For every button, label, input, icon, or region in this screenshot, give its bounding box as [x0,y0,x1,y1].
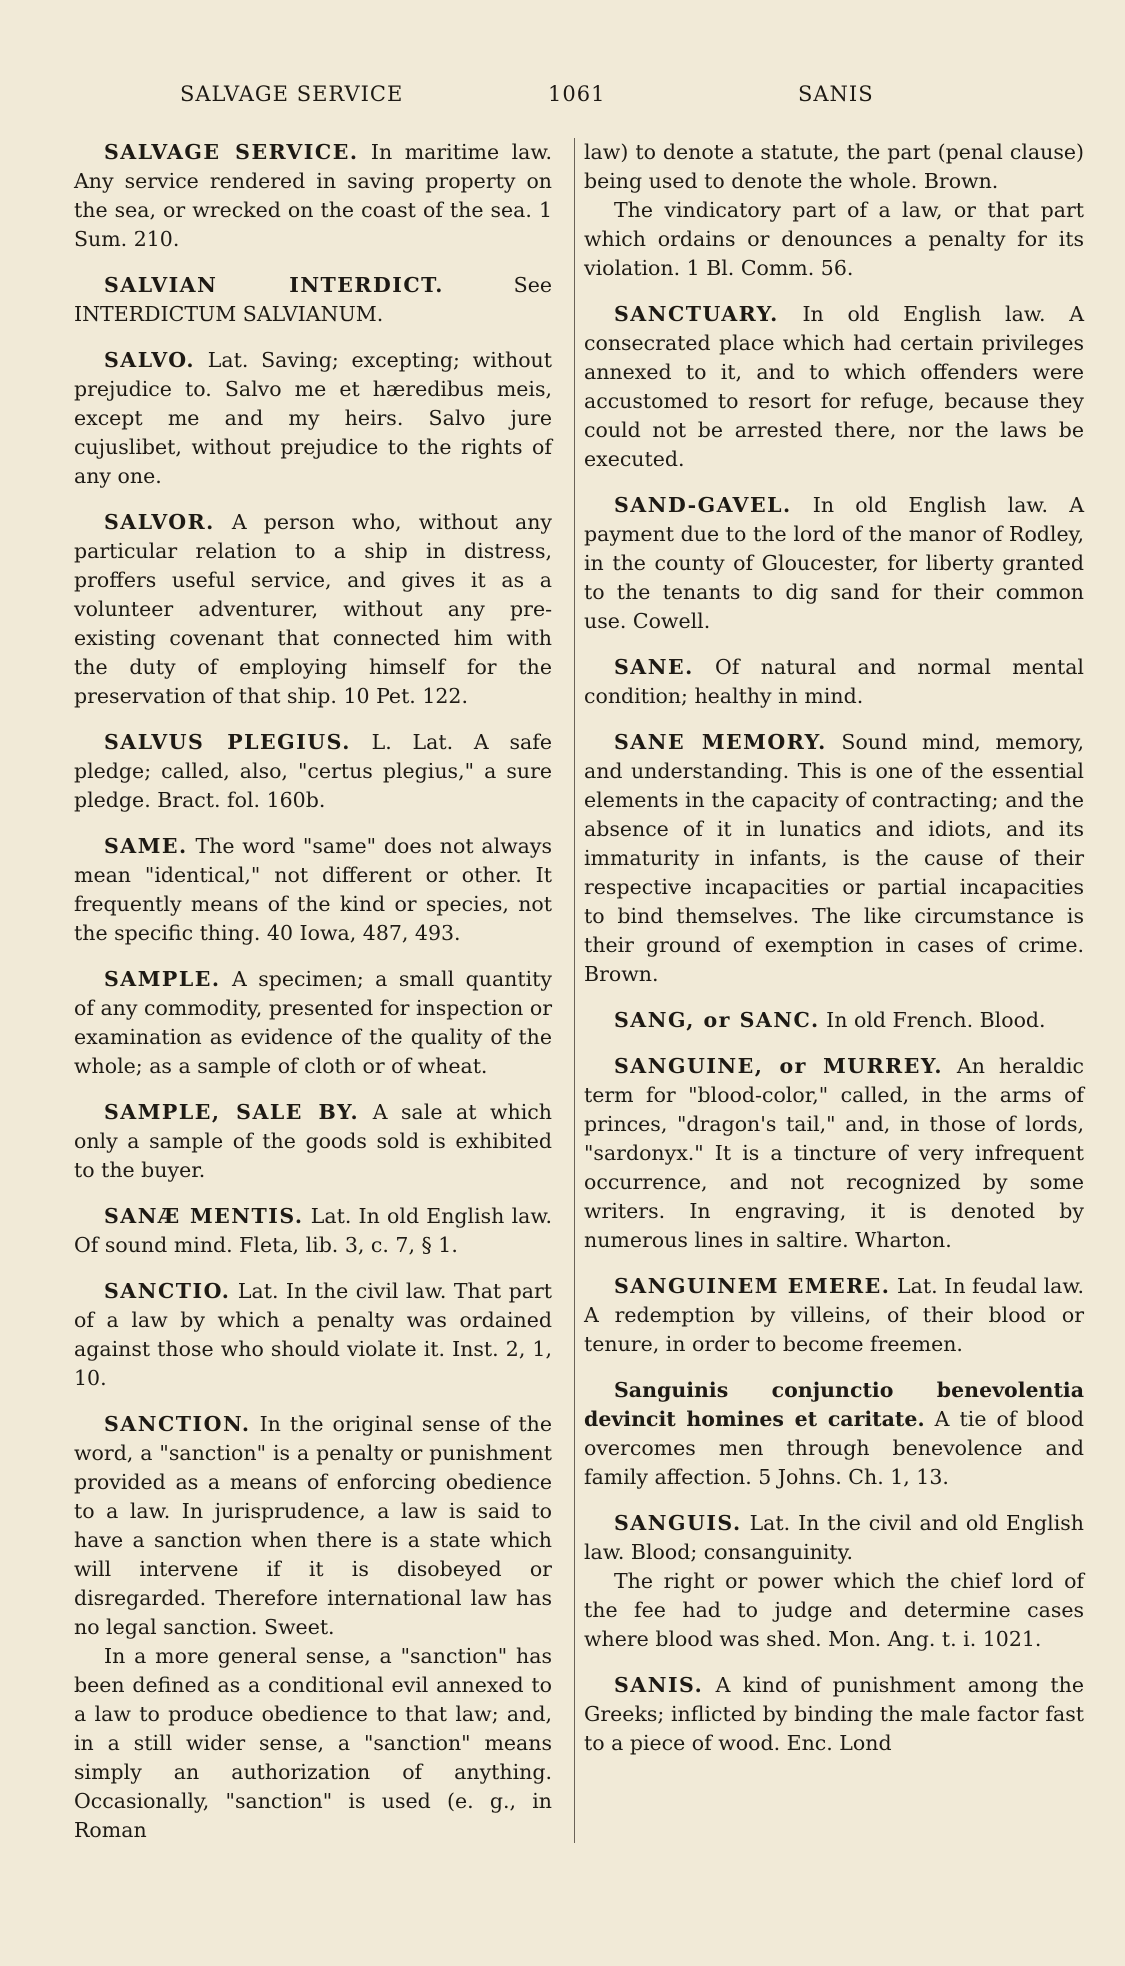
entry-paragraph [584,1509,1084,1567]
entry-paragraph [584,1671,1084,1758]
entry-headword: SANE MEMORY. [614,730,827,754]
running-head-right: SANIS [798,82,874,106]
entry-text: In old English law. A consecrated place which had certain privileges annexed to it, and to which offenders were accustomed to resort for refuge, because they could not be arrested there, nor the laws be executed. [584,302,1084,471]
entry-paragraph [584,300,1084,474]
entry-text: A sale at which only a sample of the goods sold is exhibited to the buyer. [74,1100,552,1182]
entry-headword: SANCTUARY. [614,302,779,326]
entry-text: In old English law. A payment due to the lord of the manor of Rodley, in the county of Gloucester, for liberty granted to the tenants to dig sand for their common use. Cowell. [584,493,1084,633]
entry-headword: SANCTIO. [104,1279,231,1303]
entry-text: Lat. In the civil and old English law. Blood; consanguinity. [584,1511,1084,1564]
entry-paragraph [584,1376,1084,1492]
entry-text: Sound mind, memory, and understanding. This is one of the essential elements in the capacity of contracting; and the absence of it in lunatics and idiots, and its immaturity in infants, is the cause of their respective incapacities or partial incapacities to bind themselves. The like circumstance is their ground of exemption in cases of crime. Brown. [584,730,1084,986]
entry-headword: SALVUS PLEGIUS. [104,730,351,754]
entry-sanction [74,1410,552,1845]
entry-sanguinis-maxim [584,1376,1084,1492]
entry-headword: SAMPLE, SALE BY. [104,1100,360,1124]
entry-headword: SALVO. [104,348,196,372]
entry-text: In the original sense of the word, a "sanction" is a penalty or punishment provided as a means of enforcing obedience to a law. In jurisprudence, a law is said to have a sanction when there is a state which will intervene if it is disobeyed or disregarded. Therefore international law has no legal sanction. Sweet. [74,1412,552,1639]
entry-paragraph [74,1098,552,1185]
entry-text: A specimen; a small quantity of any commodity, presented for inspection or examination as evidence of the quality of the whole; as a sample of cloth or of wheat. [74,967,552,1078]
entry-headword: SAMPLE. [104,967,221,991]
entry-paragraph [74,1410,552,1642]
entry-same [74,832,552,948]
entry-sane-memory [584,728,1084,989]
entry-paragraph-2: In a more general sense, a "sanction" has been defined as a conditional evil annexed to a law to produce obedience to that law; and, in a still wider sense, a "sanction" means simply an authorization of anything. Occasionally, "sanction" is used (e. g., in Roman [74,1644,552,1842]
entry-paragraph [74,965,552,1081]
entry-paragraph [584,1052,1084,1255]
entry-headword: SANGUINE, or MURREY. [614,1054,943,1078]
entry-paragraph-2: The right or power which the chief lord of the fee had to judge and determine cases where blood was shed. Mon. Ang. t. i. 1021. [584,1569,1084,1651]
page-number: 1061 [548,82,606,106]
entry-text: L. Lat. A safe pledge; called, also, "certus plegius," a sure pledge. Bract. fol. 160b. [74,730,552,812]
entry-paragraph [584,653,1084,711]
entry-sane [584,653,1084,711]
entry-text: A kind of punishment among the Greeks; inflicted by binding the male factor fast to a piece of wood. Enc. Lond [584,1673,1084,1755]
entry-sand-gavel [584,491,1084,636]
entry-text: The word "same" does not always mean "identical," not different or other. It frequently means of the kind or species, not the specific thing. 40 Iowa, 487, 493. [74,834,552,945]
entry-paragraph [74,346,552,491]
entry-headword: SAME. [104,834,188,858]
entry-paragraph [584,1006,1084,1035]
entry-paragraph [74,271,552,329]
entry-sanguine [584,1052,1084,1255]
running-head-left: SALVAGE SERVICE [180,82,404,106]
entry-headword: SANGUINEM EMERE. [614,1274,891,1298]
entry-text: In maritime law. Any service rendered in saving property on the sea, or wrecked on the coast of the sea. 1 Sum. 210. [74,140,552,251]
entry-sanction-continued [584,138,1084,283]
entry-text: Lat. In the civil law. That part of a law by which a penalty was ordained against those who should violate it. Inst. 2, 1, 10. [74,1279,552,1390]
entry-salvus-plegius [74,728,552,815]
entry-text: A person who, without any particular relation to a ship in distress, proffers useful service, and gives it as a volunteer adventurer, without any pre-existing covenant that connected him with the duty of employing himself for the preservation of that ship. 10 Pet. 122. [74,510,552,708]
running-head [0,82,1125,112]
entry-text: An heraldic term for "blood-color," called, in the arms of princes, "dragon's tail," and, in those of lords, "sardonyx." It is a tincture of very infrequent occurrence, and not recognized by some writers. In engraving, it is denoted by numerous lines in saltire. Wharton. [584,1054,1084,1252]
entry-sample [74,965,552,1081]
entry-headword: SANCTION. [104,1412,251,1436]
entry-text: Lat. In old English law. Of sound mind. Fleta, lib. 3, c. 7, § 1. [74,1204,552,1257]
entry-text: A tie of blood overcomes men through benevolence and family affection. 5 Johns. Ch. 1, 13. [584,1407,1084,1489]
entry-headword: SANÆ MENTIS. [104,1204,304,1228]
entry-headword: SALVOR. [104,510,215,534]
entry-sanis [584,1671,1084,1758]
entry-text: Of natural and normal mental condition; healthy in mind. [584,655,1084,708]
entry-sanae-mentis [74,1202,552,1260]
entry-headword: SANIS. [614,1673,704,1697]
entry-salvo [74,346,552,491]
entry-sanctuary [584,300,1084,474]
entry-headword: SALVAGE SERVICE. [104,140,359,164]
entry-sample-sale-by [74,1098,552,1185]
entry-paragraph [584,491,1084,636]
entry-paragraph [74,138,552,254]
entry-paragraph [74,728,552,815]
right-column [584,138,1084,1775]
entry-paragraph [74,1277,552,1393]
entry-paragraph [74,832,552,948]
maxim-text: Sanguinis conjunctio benevolentia devincit homines et caritate. [584,1378,1084,1431]
entry-text: See INTERDICTUM SALVIANUM. [74,273,552,326]
entry-sanguis [584,1509,1084,1654]
entry-text: Lat. Saving; excepting; without prejudice to. Salvo me et hæredibus meis, except me and my heirs. Salvo jure cujuslibet, without prejudice to the rights of any one. [74,348,552,488]
left-column [74,138,552,1862]
entry-headword: SANE. [614,655,694,679]
entry-headword: SANG, or SANC. [614,1008,820,1032]
entry-salvor [74,508,552,711]
entry-text: Lat. In feudal law. A redemption by villeins, of their blood or tenure, in order to become freemen. [584,1274,1084,1356]
entry-headword: SANGUIS. [614,1511,742,1535]
entry-salvian-interdict [74,271,552,329]
entry-paragraph [584,728,1084,989]
entry-paragraph-2: The vindicatory part of a law, or that part which ordains or denounces a penalty for its violation. 1 Bl. Comm. 56. [584,198,1084,280]
entry-paragraph [74,1202,552,1260]
entry-sang [584,1006,1084,1035]
entry-paragraph [584,1272,1084,1359]
entry-sanctio [74,1277,552,1393]
column-divider [574,138,575,1843]
entry-sanguinem-emere [584,1272,1084,1359]
entry-continuation: law) to denote a statute, the part (penal clause) being used to denote the whole. Brown. [584,140,1084,193]
entry-headword: SALVIAN INTERDICT. [104,273,444,297]
entry-paragraph [74,508,552,711]
entry-text: In old French. Blood. [819,1008,1046,1032]
entry-headword: SAND-GAVEL. [614,493,792,517]
entry-salvage-service [74,138,552,254]
